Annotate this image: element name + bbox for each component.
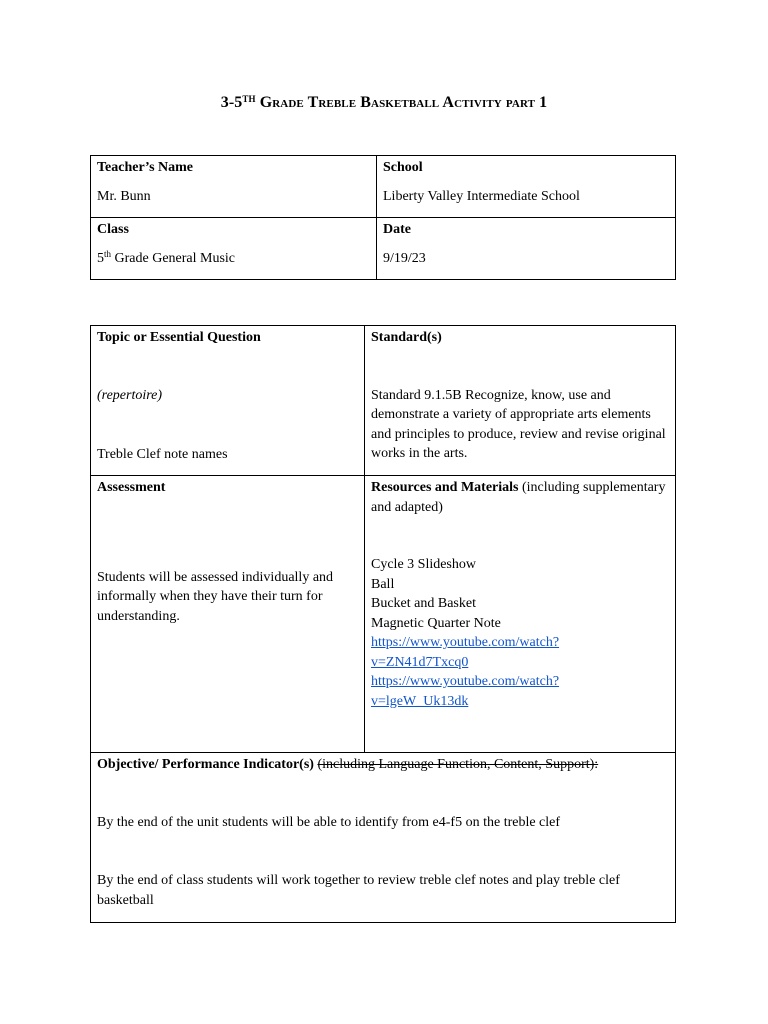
objective-heading xyxy=(97,755,669,775)
objective-2: By the end of class students will work together to review treble clef notes and play treble clef basketball xyxy=(97,873,620,908)
resources-list xyxy=(371,555,669,633)
plan-row-1 xyxy=(91,326,676,476)
class-value xyxy=(97,249,370,269)
standard-cell xyxy=(365,326,676,476)
document-title xyxy=(0,93,768,113)
resources-heading xyxy=(371,478,669,517)
resources-label: Resources and Materials xyxy=(371,480,519,495)
info-row-2 xyxy=(91,218,676,280)
assessment-cell xyxy=(91,476,365,753)
title-rest: Grade Treble Basketball Activity part 1 xyxy=(259,94,548,111)
info-table xyxy=(90,155,676,280)
class-label: Class xyxy=(97,222,129,237)
title-grade: 3-5 xyxy=(220,94,243,111)
youtube-link-2-line2[interactable]: v=lgeW_Uk13dk xyxy=(371,693,469,709)
class-value-rest: Grade General Music xyxy=(111,250,236,266)
plan-table xyxy=(90,325,676,923)
youtube-link-1-line1[interactable]: https://www.youtube.com/watch? xyxy=(371,635,560,650)
objective-cell xyxy=(91,753,676,923)
objective-label: Objective/ Performance Indicator(s) xyxy=(97,757,314,772)
teacher-value: Mr. Bunn xyxy=(97,188,151,204)
objective-1: By the end of the unit students will be able to identify from e4-f5 on the treble clef xyxy=(97,814,561,830)
youtube-link-1[interactable] xyxy=(371,633,669,672)
title-grade-suffix: TH xyxy=(242,94,256,104)
resource-item: Ball xyxy=(371,576,395,592)
topic-note: (repertoire) xyxy=(97,387,163,403)
resource-item: Cycle 3 Slideshow xyxy=(371,557,476,572)
topic-label: Topic or Essential Question xyxy=(97,330,261,345)
assessment-value: Students will be assessed individually and informally when they have their turn for understanding. xyxy=(97,569,334,624)
resources-cell xyxy=(365,476,676,753)
date-cell xyxy=(377,218,676,280)
teacher-label: Teacher’s Name xyxy=(97,160,194,175)
class-cell xyxy=(91,218,377,280)
standard-value: Standard 9.1.5B Recognize, know, use and demonstrate a variety of appropriate arts elements and principles to produce, review and revise original works in the arts. xyxy=(371,387,666,461)
assessment-label: Assessment xyxy=(97,480,166,495)
class-value-num: 5 xyxy=(97,250,104,266)
objective-strike-note: (including Language Function, Content, Support): xyxy=(317,757,599,772)
resources-note: (including supplementary and adapted) xyxy=(371,480,666,515)
youtube-link-1-line2[interactable]: v=ZN41d7Txcq0 xyxy=(371,654,469,670)
info-row-1 xyxy=(91,156,676,218)
resource-item: Bucket and Basket xyxy=(371,596,476,611)
topic-cell xyxy=(91,326,365,476)
standard-label: Standard(s) xyxy=(371,330,442,345)
teacher-cell xyxy=(91,156,377,218)
resource-item: Magnetic Quarter Note xyxy=(371,615,501,631)
plan-row-2 xyxy=(91,476,676,753)
topic-value: Treble Clef note names xyxy=(97,447,228,462)
plan-row-3 xyxy=(91,753,676,923)
youtube-link-2-line1[interactable]: https://www.youtube.com/watch? xyxy=(371,674,560,689)
date-value: 9/19/23 xyxy=(383,250,426,266)
school-value: Liberty Valley Intermediate School xyxy=(383,188,580,204)
date-label: Date xyxy=(383,222,411,237)
youtube-link-2[interactable] xyxy=(371,672,669,711)
class-value-suffix: th xyxy=(104,248,112,259)
school-label: School xyxy=(383,160,423,175)
school-cell xyxy=(377,156,676,218)
